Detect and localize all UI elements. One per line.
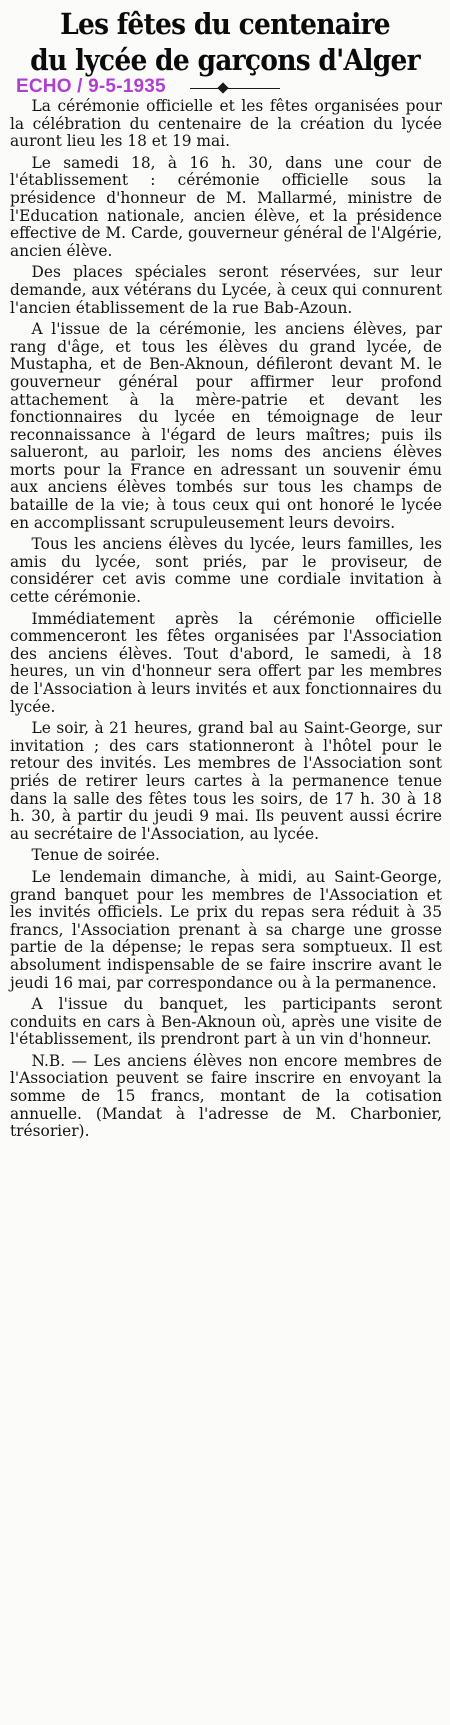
source-stamp-row: [0, 76, 450, 98]
headline-rule: [190, 88, 280, 89]
paragraph-2: Le samedi 18, à 16 h. 30, dans une cour de l'établissement : cérémonie officielle sous la présidence d'honneur de M. Mallarmé, ministre de l'Education nationale, ancien élève, et la présidence effective de M. Carde, gouverneur général de l'Algérie, ancien élève.: [10, 153, 443, 260]
paragraph-6: Immédiatement après la cérémonie officielle commenceront les fêtes organisées par l'Association des anciens élèves. Tout d'abord, le samedi, à 18 heures, un vin d'honneur sera offert par les membres de l'Association à leurs invités et aux fonctionnaires du lycée.: [10, 609, 442, 716]
paragraph-nb: N.B. — Les anciens élèves non encore membres de l'Association peuvent se faire inscrire en envoyant la somme de 15 francs, montant de la cotisation annuelle. (Mandat à l'adresse de M. Charbonier, trésorier).: [10, 1051, 442, 1141]
paragraph-8: Tenue de soirée.: [31, 846, 160, 865]
headline-line-1: Les fêtes du centenaire: [60, 7, 390, 41]
paragraph-3: Des places spéciales seront réservées, sur leur demande, aux vétérans du Lycée, à ceux qui connurent l'ancien établissement de la rue Bab-Azoun.: [10, 263, 442, 317]
headline-line-2: du lycée de garçons d'Alger: [30, 43, 420, 77]
source-stamp: ECHO / 9-5-1935: [16, 76, 166, 97]
paragraph-10: A l'issue du banquet, les participants seront conduits en cars à Ben-Aknoun où, après une visite de l'établissement, ils prendront part à un vin d'honneur.: [10, 995, 442, 1049]
paragraph-1: La cérémonie officielle et les fêtes organisées pour la célébration du centenaire de la création du lycée auront lieu les 18 et 19 mai.: [10, 97, 442, 151]
article-body: [0, 98, 450, 1141]
paragraph-7: Le soir, à 21 heures, grand bal au Saint-George, sur invitation ; des cars stationneront à l'hôtel pour le retour des invités. Les membres de l'Association sont priés de retirer leurs cartes à la permanence tenue dans la salle des fêtes tous les soirs, de 17 h. 30 à 18 h. 30, à partir du jeudi 9 mai. Ils peuvent aussi écrire au secrétaire de l'Association, au lycée.: [10, 719, 442, 843]
article-headline: [16, 0, 435, 78]
paragraph-5: Tous les anciens élèves du lycée, leurs familles, les amis du lycée, sont priés, par le proviseur, de considérer cet avis comme une cordiale invitation à cette cérémonie.: [10, 535, 442, 607]
paragraph-4: A l'issue de la cérémonie, les anciens élèves, par rang d'âge, et tous les élèves du grand lycée, de Mustapha, et de Ben-Aknoun, défileront devant M. le gouverneur général pour affirmer leur profond attachement à la mère-patrie et devant les fonctionnaires du lycée en témoignage de leur reconnaissance à l'égard de leurs maîtres; puis ils salueront, au parloir, les noms des anciens élèves morts pour la France en adressant un souvenir ému aux anciens élèves tombés sur tous les champs de bataille de la vie; à tous ceux qui ont honoré le lycée en accomplissant scrupuleusement leurs devoirs.: [10, 320, 442, 532]
rule-ornament-icon: [217, 82, 228, 93]
paragraph-9: Le lendemain dimanche, à midi, au Saint-George, grand banquet pour les membres de l'Association et les invités officiels. Le prix du repas sera réduit à 35 francs, l'Association prenant à sa charge une grosse partie de la dépense; le repas sera somptueux. Il est absolument indispensable de se faire inscrire avant le jeudi 16 mai, par correspondance ou à la permanence.: [10, 867, 442, 992]
